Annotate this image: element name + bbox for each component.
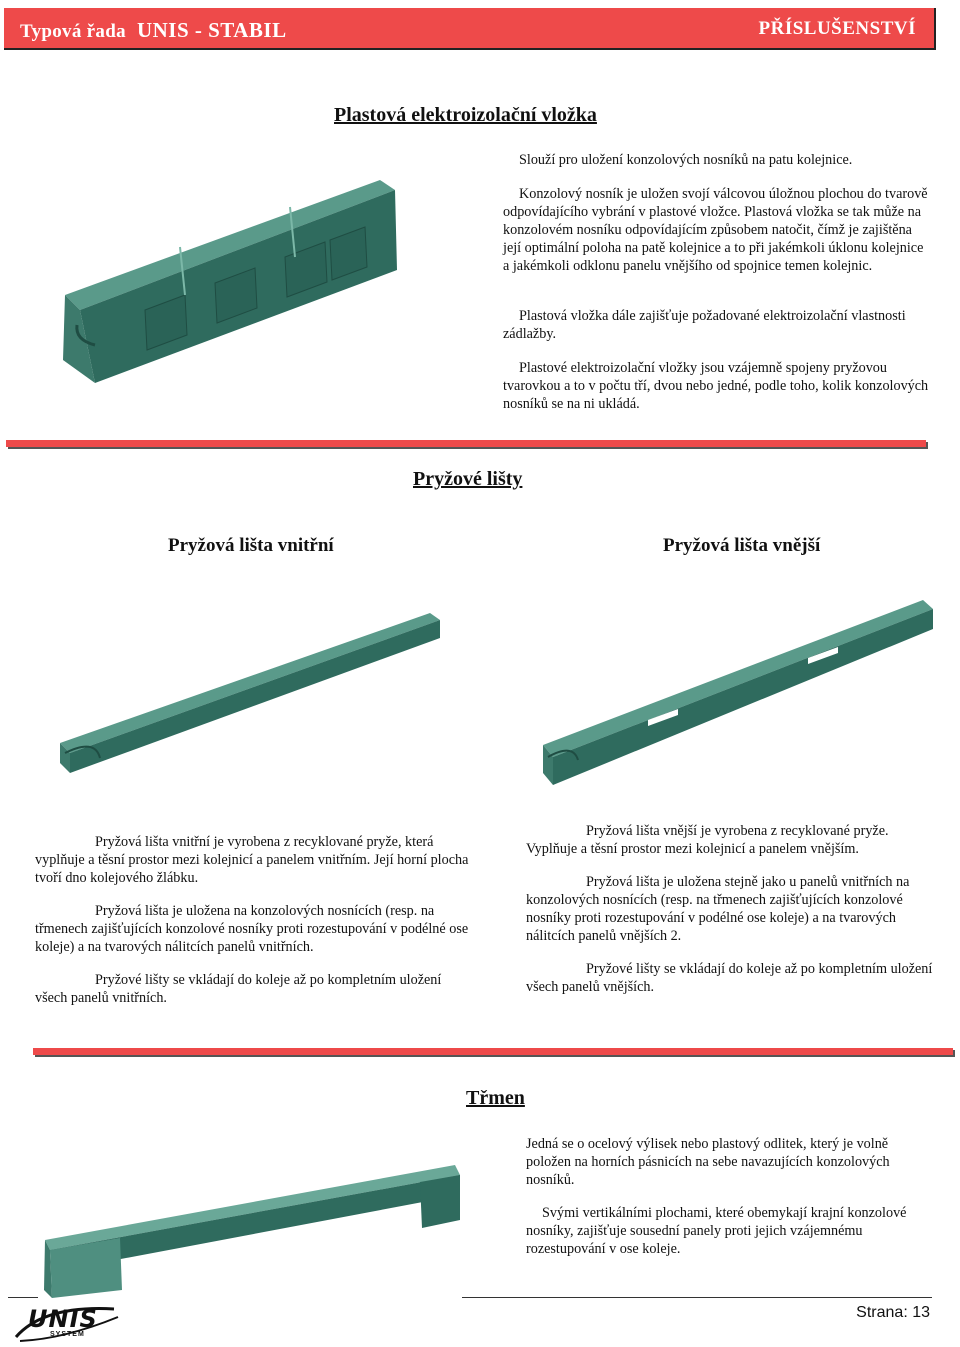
unis-logo bbox=[14, 1303, 122, 1343]
inner-rubber-strip-illustration bbox=[55, 608, 445, 778]
footer-line-left bbox=[8, 1297, 38, 1298]
footer-line bbox=[462, 1297, 932, 1298]
inner-strip-p2: Pryžová lišta je uložena na konzolových nosnících (resp. na třmenech zajišťujících konzolové nosníky proti rozestupování v podélné ose koleje) a na tvarových nálitcích panelů vnitřních. bbox=[35, 903, 469, 955]
section-divider-2 bbox=[33, 1048, 953, 1055]
section1-p4: Plastové elektroizolační vložky jsou vzájemně spojeny pryžovou tvarovkou a to v počtu tří, dvou nebo jedné, podle toho, kolik konzolových nosníků se na ni ukládá. bbox=[503, 360, 929, 412]
header-section: PŘÍSLUŠENSTVÍ bbox=[758, 18, 916, 39]
section-divider bbox=[6, 440, 926, 447]
inner-strip-p1: Pryžová lišta vnitřní je vyrobena z recyklované pryže, která vyplňuje a těsní prostor mezi kolejnicí a panelem vnitřním. Její horní plocha tvoří dno kolejového žlábku. bbox=[35, 834, 469, 886]
unis-logo-text: UNIS bbox=[28, 1305, 98, 1333]
page-number: Strana: 13 bbox=[856, 1304, 930, 1321]
section1-title: Plastová elektroizolační vložka bbox=[334, 104, 597, 126]
section1-p2: Konzolový nosník je uložen svojí válcovou úložnou plochou do tvarově odpovídajícího vybrání v plastové vložce. Plastová vložka se tak může na konzolovém nosníku odpovídajícím způsobem natočit, čímž je zajištěna její optimální poloha na patě kolejnice a to při jakémkoli úklonu kolejnice a jakémkoli odklonu panelu vnějšího od spojnice temen kolejnic. bbox=[503, 186, 928, 274]
header-series bbox=[20, 18, 287, 43]
section1-p3: Plastová vložka dále zajišťuje požadované elektroizolační vlastnosti zádlažby. bbox=[503, 308, 906, 342]
section3-p2: Svými vertikálními plochami, které obemykají krajní konzolové nosníky, zajišťuje sousední panely proti jejich vzájemnému rozestupování v ose koleje. bbox=[526, 1205, 907, 1257]
section1-p1: Slouží pro uložení konzolových nosníků na patu kolejnice. bbox=[519, 152, 853, 168]
stirrup-illustration bbox=[40, 1150, 480, 1300]
section3-title: Třmen bbox=[466, 1087, 525, 1109]
outer-strip-p1: Pryžová lišta vnější je vyrobena z recyklované pryže. Vyplňuje a těsní prostor mezi kolejnicí a panelem vnějším. bbox=[526, 823, 889, 857]
outer-strip-subtitle: Pryžová lišta vnější bbox=[663, 535, 821, 556]
inner-strip-p3: Pryžové lišty se vkládají do koleje až po kompletním uložení všech panelů vnitřních. bbox=[35, 972, 442, 1006]
unis-logo-sub: SYSTEM bbox=[50, 1331, 85, 1338]
header-series-label: Typová řada bbox=[20, 21, 126, 42]
plastic-insert-illustration bbox=[55, 175, 495, 385]
header-bar bbox=[4, 8, 936, 50]
section2-title: Pryžové lišty bbox=[413, 468, 523, 490]
section3-p1: Jedná se o ocelový výlisek nebo plastový odlitek, který je volně položen na horních pásnicích na sebe navazujících konzolových nosníků. bbox=[526, 1136, 890, 1188]
header-brand: UNIS - STABIL bbox=[136, 18, 287, 42]
inner-strip-subtitle: Pryžová lišta vnitřní bbox=[168, 535, 334, 556]
outer-strip-p2: Pryžová lišta je uložena stejně jako u panelů vnitřních na konzolových nosnících (resp. na třmenech zajišťujících konzolové nosníky proti rozestupování v podélné ose koleje) a na tvarových nálitcích panelů vnějších 2. bbox=[526, 874, 910, 944]
outer-rubber-strip-illustration bbox=[538, 595, 938, 805]
outer-strip-p3: Pryžové lišty se vkládají do koleje až po kompletním uložení všech panelů vnějších. bbox=[526, 961, 933, 995]
